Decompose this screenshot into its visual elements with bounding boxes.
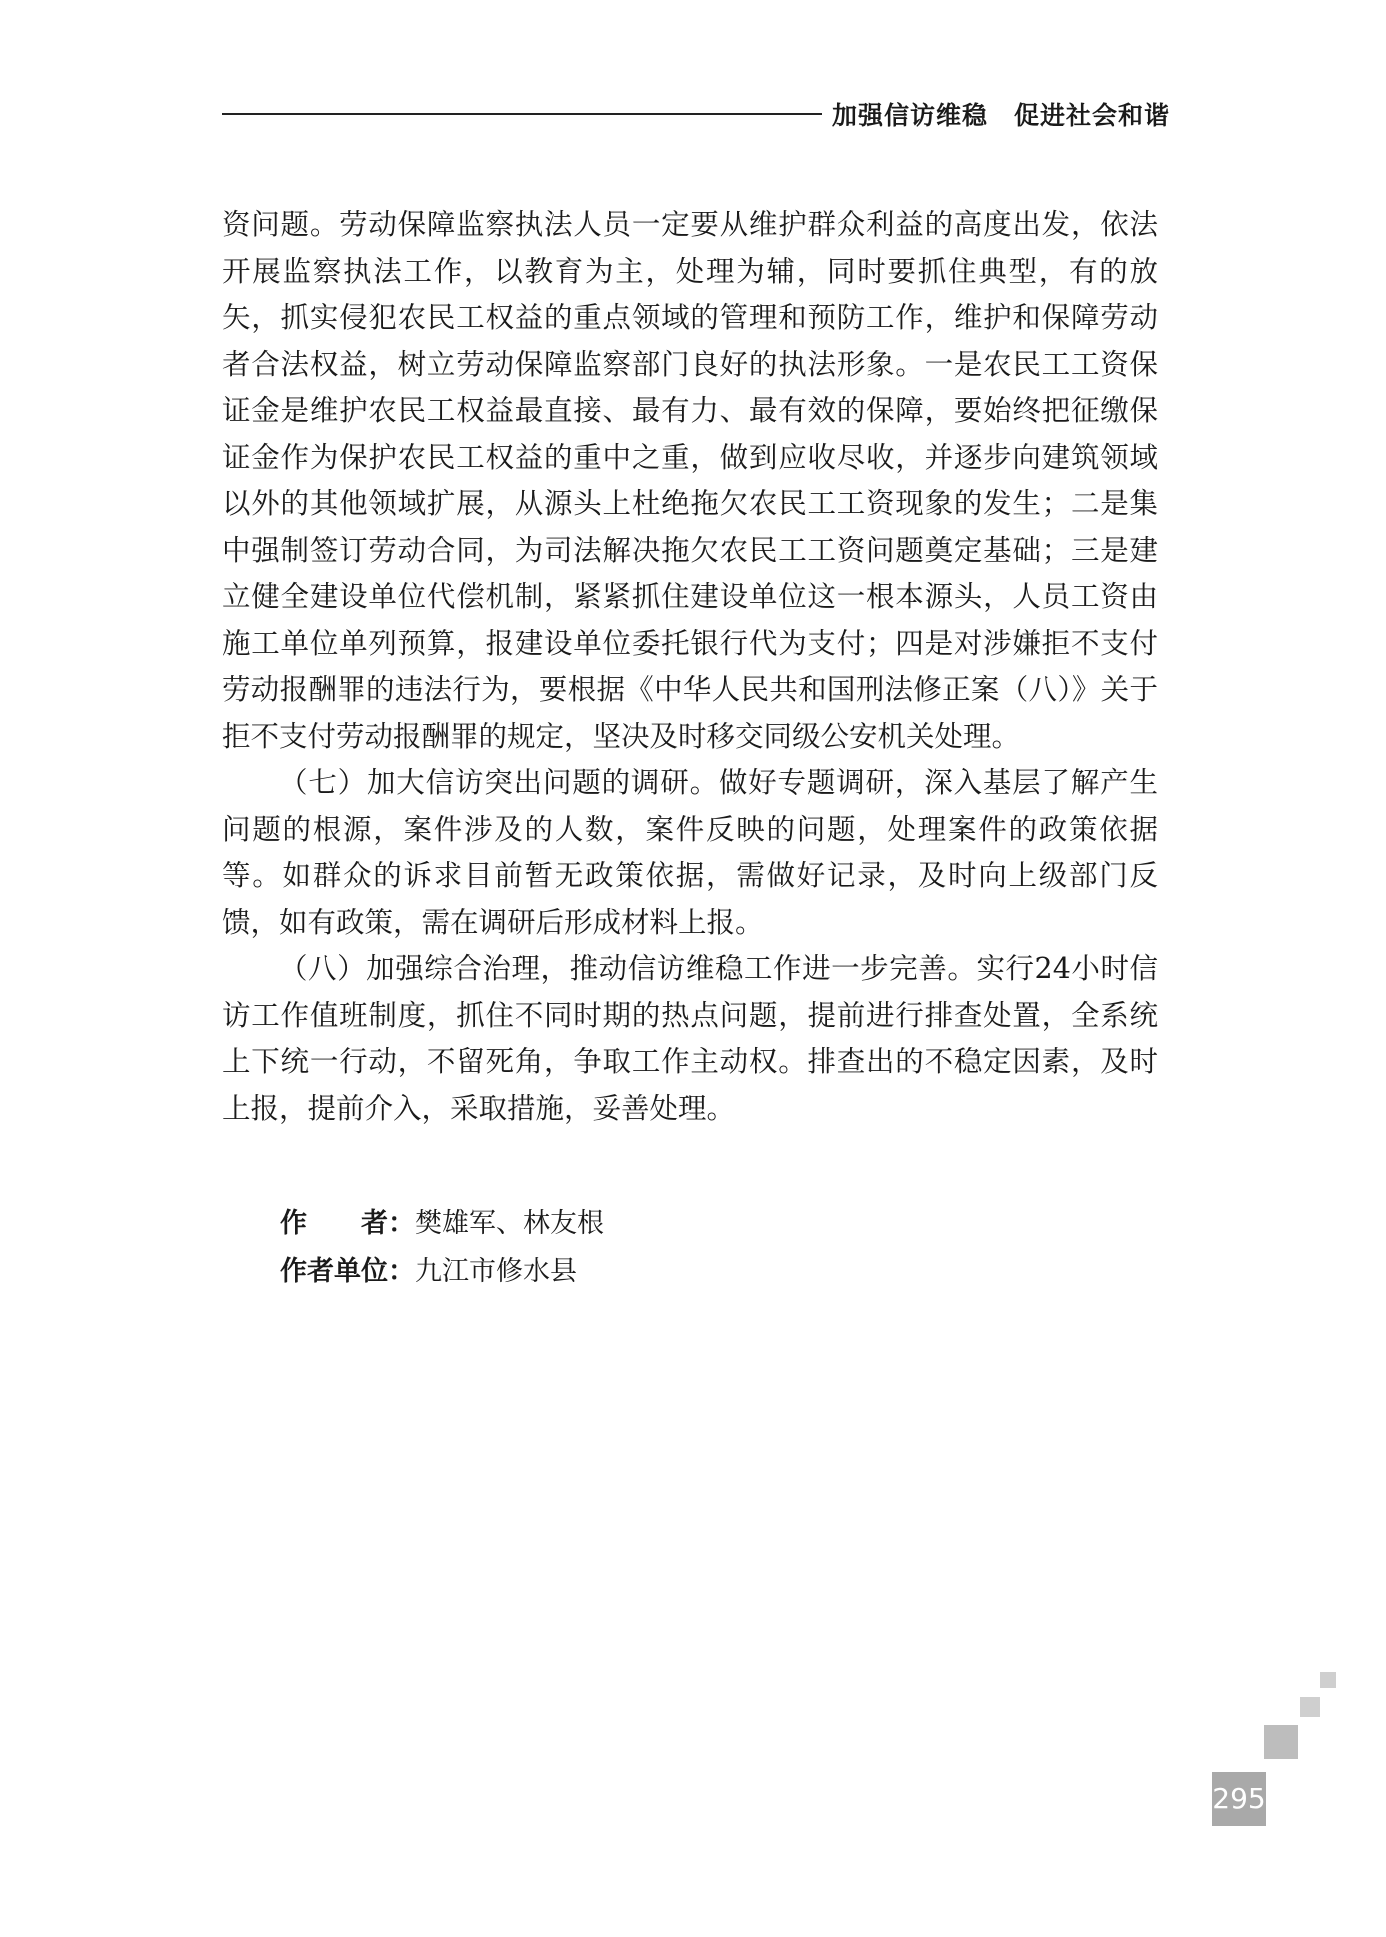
section-7-text: 做好专题调研，深入基层了解产生问题的根源，案件涉及的人数，案件反映的问题，处理案件的政策依据等。如群众的诉求目前暂无政策依据，需做好记录，及时向上级部门反馈，如有政策，需在调研后形成材料上报。 — [222, 766, 1158, 939]
author-line — [280, 1200, 604, 1248]
page-number: 295 — [1212, 1772, 1266, 1826]
author-unit-value: 九江市修水县 — [415, 1256, 577, 1287]
section-7-heading: （七）加大信访突出问题的调研。 — [279, 766, 719, 799]
author-label: 作 者： — [280, 1208, 415, 1239]
paragraph-continuation: 资问题。劳动保障监察执法人员一定要从维护群众利益的高度出发，依法开展监察执法工作，以教育为主，处理为辅，同时要抓住典型，有的放矢，抓实侵犯农民工权益的重点领域的管理和预防工作，维护和保障劳动者合法权益，树立劳动保障监察部门良好的执法形象。一是农民工工资保证金是维护农民工权益最直接、最有力、最有效的保障，要始终把征缴保证金作为保护农民工权益的重中之重，做到应收尽收，并逐步向建筑领域以外的其他领域扩展，从源头上杜绝拖欠农民工工资现象的发生；二是集中强制签订劳动合同，为司法解决拖欠农民工工资问题奠定基础；三是建立健全建设单位代偿机制，紧紧抓住建设单位这一根本源头，人员工资由施工单位单列预算，报建设单位委托银行代为支付；四是对涉嫌拒不支付劳动报酬罪的违法行为，要根据《中华人民共和国刑法修正案（八）》关于拒不支付劳动报酬罪的规定，坚决及时移交同级公安机关处理。 — [222, 208, 1158, 753]
body-text — [222, 202, 1158, 1132]
section-8-heading: （八）加强综合治理，推动信访维稳工作进一步完善。 — [279, 952, 977, 985]
header-rule — [222, 113, 822, 115]
byline — [280, 1200, 604, 1296]
author-unit-label: 作者单位： — [280, 1256, 415, 1287]
decorative-square — [1300, 1697, 1320, 1717]
section-8-text: 实行24小时信访工作值班制度，抓住不同时期的热点问题，提前进行排查处置，全系统上下统一行动，不留死角，争取工作主动权。排查出的不稳定因素，及时上报，提前介入，采取措施，妥善处理。 — [222, 952, 1158, 1125]
section-7-paragraph — [222, 760, 1158, 946]
section-8-paragraph — [222, 946, 1158, 1132]
decorative-square — [1320, 1672, 1336, 1688]
running-head-title: 加强信访维稳 促进社会和谐 — [832, 101, 1171, 130]
decorative-square — [1264, 1725, 1298, 1759]
author-unit-line — [280, 1248, 604, 1296]
author-value: 樊雄军、林友根 — [415, 1208, 604, 1239]
